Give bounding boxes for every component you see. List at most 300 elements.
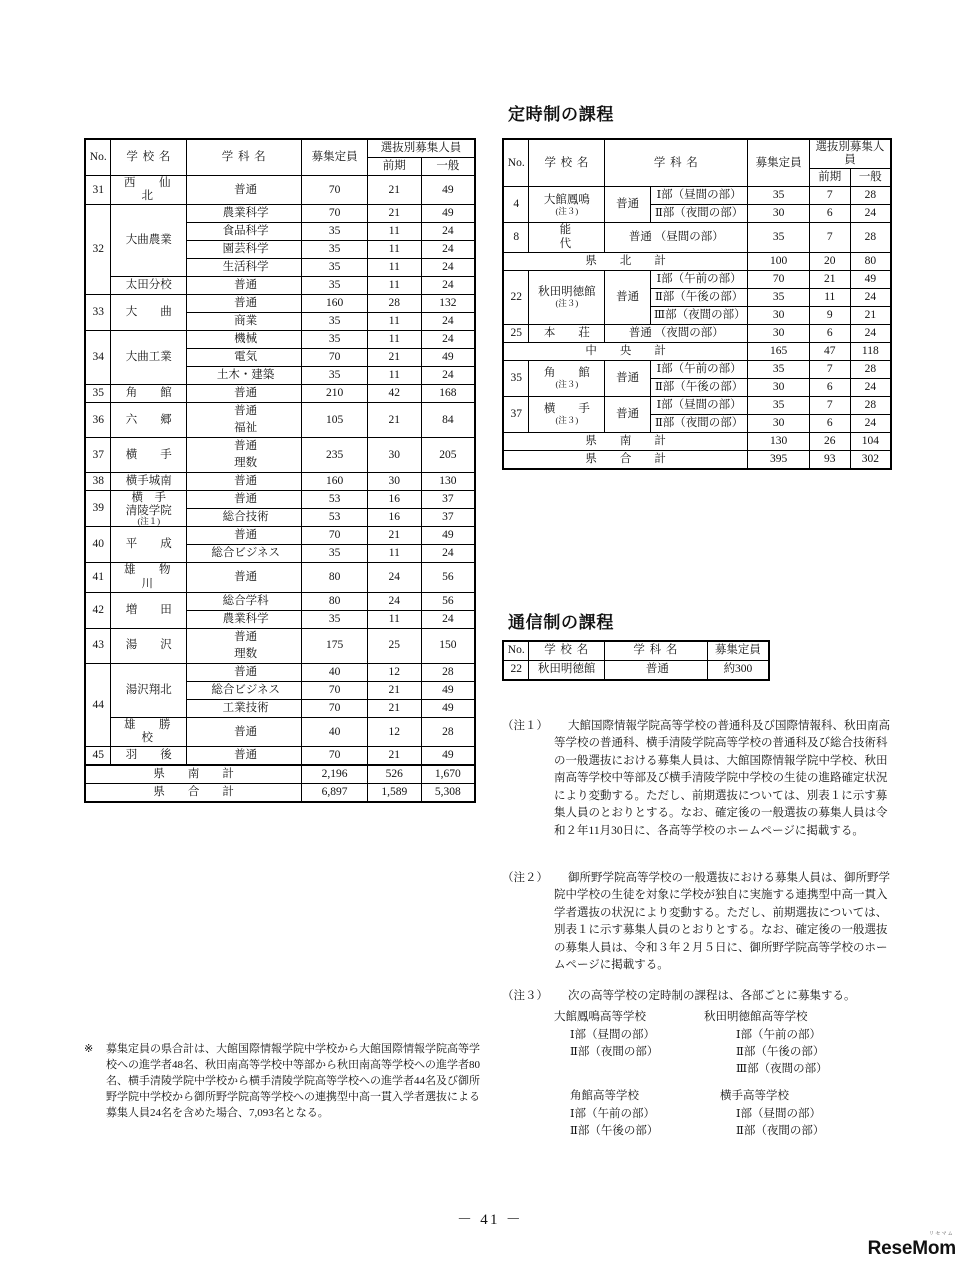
cell-quota: 70 <box>302 176 368 205</box>
page-number: － 41 － <box>456 1212 523 1228</box>
cell-general: 205 <box>421 438 475 473</box>
cell-course: 理数 <box>187 646 302 664</box>
cell-quota: 160 <box>302 473 368 491</box>
cell-school: 湯沢翔北 <box>111 663 187 717</box>
subtotal-row <box>503 342 891 360</box>
total-label: 県 合 計 <box>503 450 748 469</box>
recruitment-table-fulltime <box>84 138 476 803</box>
cell-school-line2: 清陵学院 <box>125 504 172 517</box>
cell-quota: 53 <box>302 491 368 509</box>
cell-school: 大曲工業 <box>111 331 187 385</box>
cell-no: 43 <box>85 628 111 663</box>
cell-no: 42 <box>85 592 111 628</box>
cell-quota: 80 <box>302 563 368 592</box>
cell-school <box>529 396 605 432</box>
cell-quota: 160 <box>302 295 368 313</box>
cell-general: 28 <box>421 717 475 746</box>
cell-early: 21 <box>367 205 421 223</box>
subtotal-row <box>503 252 891 270</box>
cell-quota: 40 <box>302 663 368 681</box>
cell-course: 土木・建築 <box>187 367 302 385</box>
logo-subtext: リセマム <box>929 1231 954 1237</box>
cell-early: 21 <box>367 349 421 367</box>
cell-course: Ⅱ部（夜間の部） <box>651 205 748 223</box>
table-row <box>85 747 475 766</box>
footnote-1 <box>502 718 894 840</box>
section-title-parttime: 定時制の課程 <box>508 105 615 124</box>
header-quota: 募集定員 <box>302 139 368 176</box>
cell-general: 132 <box>421 295 475 313</box>
group-item-right: Ⅱ部（夜間の部） <box>736 1124 825 1137</box>
cell-general: 49 <box>421 349 475 367</box>
left-table-container <box>84 138 476 803</box>
cell-general: 49 <box>850 270 891 288</box>
table-row <box>85 717 475 746</box>
subtotal-quota: 100 <box>748 252 810 270</box>
cell-course: 普通 <box>187 527 302 545</box>
table-row <box>85 527 475 545</box>
cell-course: 普通 （昼間の部） <box>605 223 748 252</box>
footnote-2-label: （注２） <box>502 872 548 884</box>
cell-early: 12 <box>367 663 421 681</box>
table-row <box>503 324 891 342</box>
cell-quota: 53 <box>302 509 368 527</box>
cell-course: 機械 <box>187 331 302 349</box>
total-early: 93 <box>809 450 850 469</box>
group-title-right: 秋田明徳館高等学校 <box>704 1011 808 1024</box>
cell-quota: 35 <box>748 396 810 414</box>
cell-general: 24 <box>850 324 891 342</box>
footnote-3-label: （注３） <box>502 990 548 1002</box>
footnote-3-group <box>554 1009 894 1026</box>
cell-course: 普通 <box>187 628 302 646</box>
cell-course: 普通 <box>187 277 302 295</box>
subtotal-row <box>503 432 891 450</box>
cell-course: Ⅰ部（昼間の部） <box>651 187 748 205</box>
total-general: 302 <box>850 450 891 469</box>
cell-no: 8 <box>503 223 529 252</box>
cell-course: 普通 （夜間の部） <box>605 324 748 342</box>
total-quota: 395 <box>748 450 810 469</box>
cell-quota: 35 <box>748 223 810 252</box>
cell-quota: 235 <box>302 438 368 473</box>
cell-school: 雄 物 川 <box>111 563 187 592</box>
cell-early: 11 <box>367 545 421 563</box>
cell-course: 普通 <box>604 661 707 681</box>
cell-course: Ⅰ部（午前の部） <box>651 270 748 288</box>
group-item-left: Ⅱ部（夜間の部） <box>570 1045 659 1058</box>
cell-school: 横手城南 <box>111 473 187 491</box>
footnote-1-label: （注１） <box>502 720 548 732</box>
cell-no: 34 <box>85 331 111 385</box>
cell-quota: 約300 <box>707 661 769 681</box>
table-row <box>85 491 475 509</box>
cell-no: 35 <box>85 385 111 403</box>
cell-general: 28 <box>850 360 891 378</box>
cell-no: 37 <box>503 396 529 432</box>
cell-quota: 175 <box>302 628 368 663</box>
table-row <box>85 331 475 349</box>
cell-quota: 70 <box>302 527 368 545</box>
total-row <box>85 765 475 784</box>
cell-school <box>529 360 605 396</box>
total-general: 5,308 <box>421 784 475 803</box>
cell-course: 福祉 <box>187 420 302 438</box>
total-row <box>85 784 475 803</box>
total-row <box>503 450 891 469</box>
cell-course: 普通 <box>187 473 302 491</box>
table-row <box>503 396 891 414</box>
logo-text: ReseMom <box>867 1238 956 1259</box>
cell-quota: 30 <box>748 205 810 223</box>
cell-type: 普通 <box>605 270 651 324</box>
table-row <box>503 223 891 252</box>
cell-early: 21 <box>367 699 421 717</box>
cell-general: 56 <box>421 563 475 592</box>
cell-early: 6 <box>809 378 850 396</box>
cell-early: 11 <box>367 313 421 331</box>
cell-no: 39 <box>85 491 111 527</box>
cell-general: 28 <box>421 663 475 681</box>
group-item-right: Ⅱ部（午後の部） <box>736 1045 825 1058</box>
cell-early: 7 <box>809 360 850 378</box>
cell-quota: 70 <box>302 349 368 367</box>
cell-early: 11 <box>367 241 421 259</box>
header-early: 前期 <box>809 169 850 187</box>
cell-no: 22 <box>503 270 529 324</box>
cell-quota: 30 <box>748 414 810 432</box>
cell-school <box>111 491 187 527</box>
header-school: 学 校 名 <box>529 641 604 661</box>
cell-school-name: 秋田明徳館 <box>538 286 596 299</box>
cell-school-name: 角 館 <box>543 367 590 380</box>
cell-general: 37 <box>421 509 475 527</box>
header-no: No. <box>85 139 111 176</box>
cell-quota: 70 <box>302 747 368 766</box>
cell-general: 49 <box>421 699 475 717</box>
cell-no: 22 <box>503 661 529 681</box>
cell-early: 21 <box>367 747 421 766</box>
total-label: 県 南 計 <box>85 765 302 784</box>
cell-quota: 105 <box>302 403 368 438</box>
cell-quota: 80 <box>302 592 368 610</box>
header-no: No. <box>503 139 529 187</box>
cell-early: 7 <box>809 223 850 252</box>
cell-no: 4 <box>503 187 529 223</box>
cell-early: 11 <box>367 367 421 385</box>
header-general: 一般 <box>421 158 475 176</box>
group-item-right: Ⅰ部（昼間の部） <box>736 1107 822 1120</box>
cell-course: 総合ビジネス <box>187 545 302 563</box>
cell-early: 11 <box>367 610 421 628</box>
group-title-right: 横手高等学校 <box>720 1090 789 1103</box>
cell-general: 24 <box>421 545 475 563</box>
cell-type: 普通 <box>605 360 651 396</box>
recruitment-table-parttime <box>502 138 892 470</box>
cell-general: 28 <box>850 187 891 205</box>
subtotal-quota: 130 <box>748 432 810 450</box>
cell-no: 40 <box>85 527 111 563</box>
cell-school: 大曲農業 <box>111 205 187 277</box>
table-row <box>85 205 475 223</box>
cell-course: 総合ビジネス <box>187 681 302 699</box>
subtotal-general: 104 <box>850 432 891 450</box>
cell-course: Ⅰ部（午前の部） <box>651 360 748 378</box>
cell-quota: 35 <box>748 288 810 306</box>
cell-school-name: 大館鳳鳴 <box>543 193 590 206</box>
header-school: 学 校 名 <box>529 139 605 187</box>
cell-school: 平 成 <box>111 527 187 563</box>
cell-general: 150 <box>421 628 475 663</box>
cell-school-note: (注１) <box>137 515 161 526</box>
correspondence-table-container <box>502 640 770 681</box>
cell-general: 24 <box>850 414 891 432</box>
footnote-3-school-list <box>554 1009 894 1140</box>
cell-general: 24 <box>421 277 475 295</box>
header-selection: 選抜別募集人員 <box>367 139 475 158</box>
cell-general: 28 <box>850 223 891 252</box>
cell-course: Ⅱ部（午後の部） <box>651 288 748 306</box>
header-quota: 募集定員 <box>707 641 769 661</box>
cell-quota: 35 <box>748 360 810 378</box>
cell-course: Ⅱ部（夜間の部） <box>651 414 748 432</box>
cell-course: 電気 <box>187 349 302 367</box>
cell-quota: 210 <box>302 385 368 403</box>
cell-general: 24 <box>850 378 891 396</box>
total-early: 1,589 <box>367 784 421 803</box>
cell-no: 37 <box>85 438 111 473</box>
cell-school: 太田分校 <box>111 277 187 295</box>
subtotal-general: 80 <box>850 252 891 270</box>
cell-general: 49 <box>421 527 475 545</box>
cell-early: 30 <box>367 438 421 473</box>
cell-general: 24 <box>421 259 475 277</box>
subtotal-early: 47 <box>809 342 850 360</box>
cell-no: 44 <box>85 663 111 746</box>
cell-quota: 40 <box>302 717 368 746</box>
cell-early: 24 <box>367 563 421 592</box>
table-row <box>503 360 891 378</box>
cell-course: 普通 <box>187 176 302 205</box>
cell-quota: 35 <box>302 367 368 385</box>
cell-school <box>529 270 605 324</box>
cell-early: 24 <box>367 592 421 610</box>
table-row <box>503 270 891 288</box>
footnote-marker: ※ <box>84 1043 94 1055</box>
table-header-row <box>503 641 769 661</box>
cell-general: 28 <box>850 396 891 414</box>
header-course: 学 科 名 <box>604 641 707 661</box>
cell-quota: 35 <box>302 313 368 331</box>
cell-course: Ⅲ部（夜間の部） <box>651 306 748 324</box>
cell-quota: 70 <box>302 681 368 699</box>
cell-school: 湯 沢 <box>111 628 187 663</box>
cell-quota: 30 <box>748 378 810 396</box>
cell-quota: 35 <box>302 277 368 295</box>
cell-general: 49 <box>421 681 475 699</box>
cell-school-line1: 横 手 <box>131 492 167 505</box>
cell-school-note: (注３) <box>555 205 579 216</box>
cell-no: 32 <box>85 205 111 295</box>
cell-quota: 35 <box>302 223 368 241</box>
cell-general: 24 <box>421 313 475 331</box>
cell-general: 24 <box>421 610 475 628</box>
table-row <box>85 385 475 403</box>
cell-course: 普通 <box>187 438 302 456</box>
cell-school: 横 手 <box>111 438 187 473</box>
cell-general: 21 <box>850 306 891 324</box>
cell-course: 理数 <box>187 455 302 473</box>
section-title-correspondence: 通信制の課程 <box>508 613 615 632</box>
cell-general: 56 <box>421 592 475 610</box>
cell-general: 24 <box>421 331 475 349</box>
cell-course: 農業科学 <box>187 610 302 628</box>
total-general: 1,670 <box>421 765 475 784</box>
cell-school: 羽 後 <box>111 747 187 766</box>
cell-quota: 70 <box>748 270 810 288</box>
group-item-left: Ⅰ部（午前の部） <box>570 1107 656 1120</box>
cell-type: 普通 <box>605 396 651 432</box>
total-label: 県 合 計 <box>85 784 302 803</box>
cell-school: 角 館 <box>111 385 187 403</box>
group-item-left: Ⅱ部（午後の部） <box>570 1124 659 1137</box>
table-row <box>503 187 891 205</box>
cell-quota: 35 <box>302 259 368 277</box>
header-course: 学 科 名 <box>605 139 748 187</box>
header-quota: 募集定員 <box>748 139 810 187</box>
cell-school: 大 曲 <box>111 295 187 331</box>
cell-general: 24 <box>421 367 475 385</box>
cell-general: 84 <box>421 403 475 438</box>
total-early: 526 <box>367 765 421 784</box>
cell-general: 49 <box>421 176 475 205</box>
cell-course: 普通 <box>187 663 302 681</box>
cell-general: 37 <box>421 491 475 509</box>
cell-school: 増 田 <box>111 592 187 628</box>
spacer <box>554 1078 894 1088</box>
cell-no: 45 <box>85 747 111 766</box>
resemom-logo <box>867 1231 956 1260</box>
cell-type: 普通 <box>605 187 651 223</box>
cell-early: 21 <box>367 176 421 205</box>
cell-early: 12 <box>367 717 421 746</box>
header-general: 一般 <box>850 169 891 187</box>
cell-course: 普通 <box>187 717 302 746</box>
cell-course: 普通 <box>187 403 302 421</box>
group-item-left: Ⅰ部（昼間の部） <box>570 1028 656 1041</box>
cell-school: 本 荘 <box>529 324 605 342</box>
cell-early: 6 <box>809 205 850 223</box>
header-early: 前期 <box>367 158 421 176</box>
cell-no: 36 <box>85 403 111 438</box>
total-quota: 2,196 <box>302 765 368 784</box>
recruitment-table-correspondence <box>502 640 770 681</box>
cell-early: 21 <box>367 403 421 438</box>
cell-general: 24 <box>421 223 475 241</box>
cell-quota: 30 <box>748 306 810 324</box>
cell-early: 9 <box>809 306 850 324</box>
cell-quota: 35 <box>748 187 810 205</box>
cell-general: 130 <box>421 473 475 491</box>
cell-general: 24 <box>850 205 891 223</box>
table-header-row <box>503 139 891 169</box>
header-selection: 選抜別募集人員 <box>809 139 891 169</box>
table-row <box>85 438 475 456</box>
group-title-left: 大館鳳鳴高等学校 <box>554 1011 646 1024</box>
table-row <box>85 295 475 313</box>
header-no: No. <box>503 641 529 661</box>
parttime-table-container <box>502 138 892 470</box>
cell-early: 7 <box>809 396 850 414</box>
table-row <box>85 663 475 681</box>
subtotal-label: 中 央 計 <box>503 342 748 360</box>
footnote-text: 募集定員の県合計は、大館国際情報学院中学校から大館国際情報学院高等学校への進学者48名、秋田南高等学校中等部から秋田南高等学校への進学者80名、横手清陵学院中学校から横手清陵学院高等学校への進学者44名及び御所野学院中学校から御所野学院高等学校への連携型中高一貫入学者選抜による募集人員24名を含めた場合、7,093名となる。 <box>106 1043 480 1119</box>
cell-early: 7 <box>809 187 850 205</box>
cell-course: 生活科学 <box>187 259 302 277</box>
cell-quota: 70 <box>302 205 368 223</box>
cell-early: 21 <box>367 681 421 699</box>
cell-school: 六 郷 <box>111 403 187 438</box>
cell-general: 49 <box>421 205 475 223</box>
group-item-right: Ⅰ部（午前の部） <box>736 1028 822 1041</box>
table-header-row <box>85 139 475 158</box>
cell-quota: 30 <box>748 324 810 342</box>
cell-school: 雄 勝 校 <box>111 717 187 746</box>
footnote-2-text: 御所野学院高等学校の一般選抜における募集人員は、御所野学院中学校の生徒を対象に学校が独自に実施する連携型中高一貫入学者選抜の状況により変動する。ただし、前期選抜については、別表１に示す募集人員のとおりとする。なお、確定後の一般選抜の募集人員は、令和３年２月５日に、御所野学院高等学校のホームページに掲載する。 <box>554 872 890 972</box>
cell-course: 園芸科学 <box>187 241 302 259</box>
cell-early: 6 <box>809 324 850 342</box>
cell-course: 普通 <box>187 385 302 403</box>
footnote-3 <box>502 988 894 1140</box>
footnote-3-text: 次の高等学校の定時制の課程は、各部ごとに募集する。 <box>568 990 856 1002</box>
cell-course: 商業 <box>187 313 302 331</box>
table-row <box>85 473 475 491</box>
cell-general: 24 <box>850 288 891 306</box>
cell-early: 21 <box>367 527 421 545</box>
cell-course: 農業科学 <box>187 205 302 223</box>
table-row <box>85 592 475 610</box>
footnote-1-text: 大館国際情報学院高等学校の普通科及び国際情報科、秋田南高等学校の普通科、横手清陵学院高等学校の普通科及び総合技術科の一般選抜における募集人員は、大館国際情報学院中学校、秋田南高等学校中等部及び横手清陵学院中学校の生徒の進路確定状況により変動する。ただし、前期選抜については、別表１に示す募集人員のとおりとする。なお、確定後の一般選抜の募集人員は令和２年11月30日に、各高等学校のホームページに掲載する。 <box>554 720 890 837</box>
cell-early: 11 <box>367 331 421 349</box>
cell-early: 11 <box>367 223 421 241</box>
cell-quota: 35 <box>302 610 368 628</box>
subtotal-early: 26 <box>809 432 850 450</box>
header-school: 学 校 名 <box>111 139 187 176</box>
cell-general: 24 <box>421 241 475 259</box>
cell-course: 普通 <box>187 295 302 313</box>
cell-course: 総合学科 <box>187 592 302 610</box>
cell-no: 31 <box>85 176 111 205</box>
cell-early: 11 <box>809 288 850 306</box>
cell-no: 33 <box>85 295 111 331</box>
cell-early: 11 <box>367 259 421 277</box>
cell-school-name: 横 手 <box>543 403 590 416</box>
cell-no: 35 <box>503 360 529 396</box>
cell-school-note: (注３) <box>555 415 579 426</box>
cell-course: 工業技術 <box>187 699 302 717</box>
subtotal-general: 118 <box>850 342 891 360</box>
subtotal-early: 20 <box>809 252 850 270</box>
cell-early: 11 <box>367 277 421 295</box>
cell-early: 16 <box>367 509 421 527</box>
table-row <box>85 563 475 592</box>
subtotal-label: 県 北 計 <box>503 252 748 270</box>
group-item-right: Ⅲ部（夜間の部） <box>736 1063 828 1076</box>
cell-quota: 70 <box>302 699 368 717</box>
cell-early: 28 <box>367 295 421 313</box>
cell-course: 普通 <box>187 491 302 509</box>
footnote-3-group <box>554 1088 894 1105</box>
